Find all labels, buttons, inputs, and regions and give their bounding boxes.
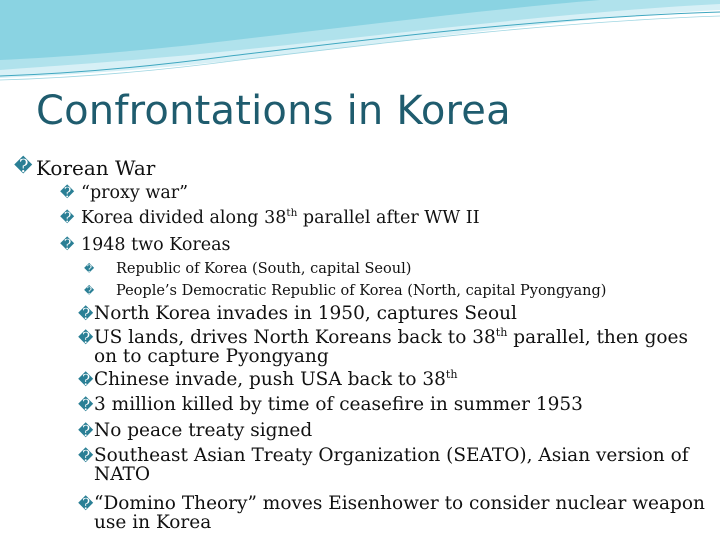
bullet-glyph: � <box>14 156 33 177</box>
bullet-text-continued: use in Korea <box>94 512 212 533</box>
bullet-glyph: � <box>78 422 94 440</box>
bullet-text: US lands, drives North Koreans back to 38th parallel, then goes <box>94 325 688 348</box>
bullet-text: Southeast Asian Treaty Organization (SEATO), Asian version of <box>94 445 689 466</box>
bullet-text: People’s Democratic Republic of Korea (North, capital Pyongyang) <box>116 283 607 299</box>
bullet-glyph: � <box>60 185 75 201</box>
bullet-glyph: � <box>60 210 75 226</box>
bullet-glyph: � <box>84 264 95 275</box>
bullet-text: Chinese invade, push USA back to 38th <box>94 367 458 390</box>
slide-title: Confrontations in Korea <box>36 88 511 134</box>
bullet-text: Korean War <box>36 156 156 180</box>
bullet-glyph: � <box>78 495 94 513</box>
bullet-text: North Korea invades in 1950, captures Seoul <box>94 303 517 324</box>
bullet-text-continued: on to capture Pyongyang <box>94 346 329 367</box>
bullet-text: Korea divided along 38th parallel after WW II <box>81 207 480 228</box>
bullet-glyph: � <box>78 447 94 465</box>
bullet-glyph: � <box>78 305 94 323</box>
header-wave-decoration <box>0 0 720 95</box>
bullet-text: No peace treaty signed <box>94 420 313 441</box>
bullet-glyph: � <box>84 286 95 297</box>
bullet-glyph: � <box>78 329 94 347</box>
bullet-glyph: � <box>60 237 75 253</box>
bullet-text: “Domino Theory” moves Eisenhower to consider nuclear weapon <box>94 493 705 514</box>
bullet-text-continued: NATO <box>94 464 151 485</box>
bullet-text: “proxy war” <box>81 183 189 203</box>
bullet-text: 1948 two Koreas <box>81 235 231 255</box>
bullet-glyph: � <box>78 371 94 389</box>
bullet-text: 3 million killed by time of ceasefire in summer 1953 <box>94 394 583 415</box>
bullet-glyph: � <box>78 396 94 414</box>
bullet-text: Republic of Korea (South, capital Seoul) <box>116 261 412 277</box>
